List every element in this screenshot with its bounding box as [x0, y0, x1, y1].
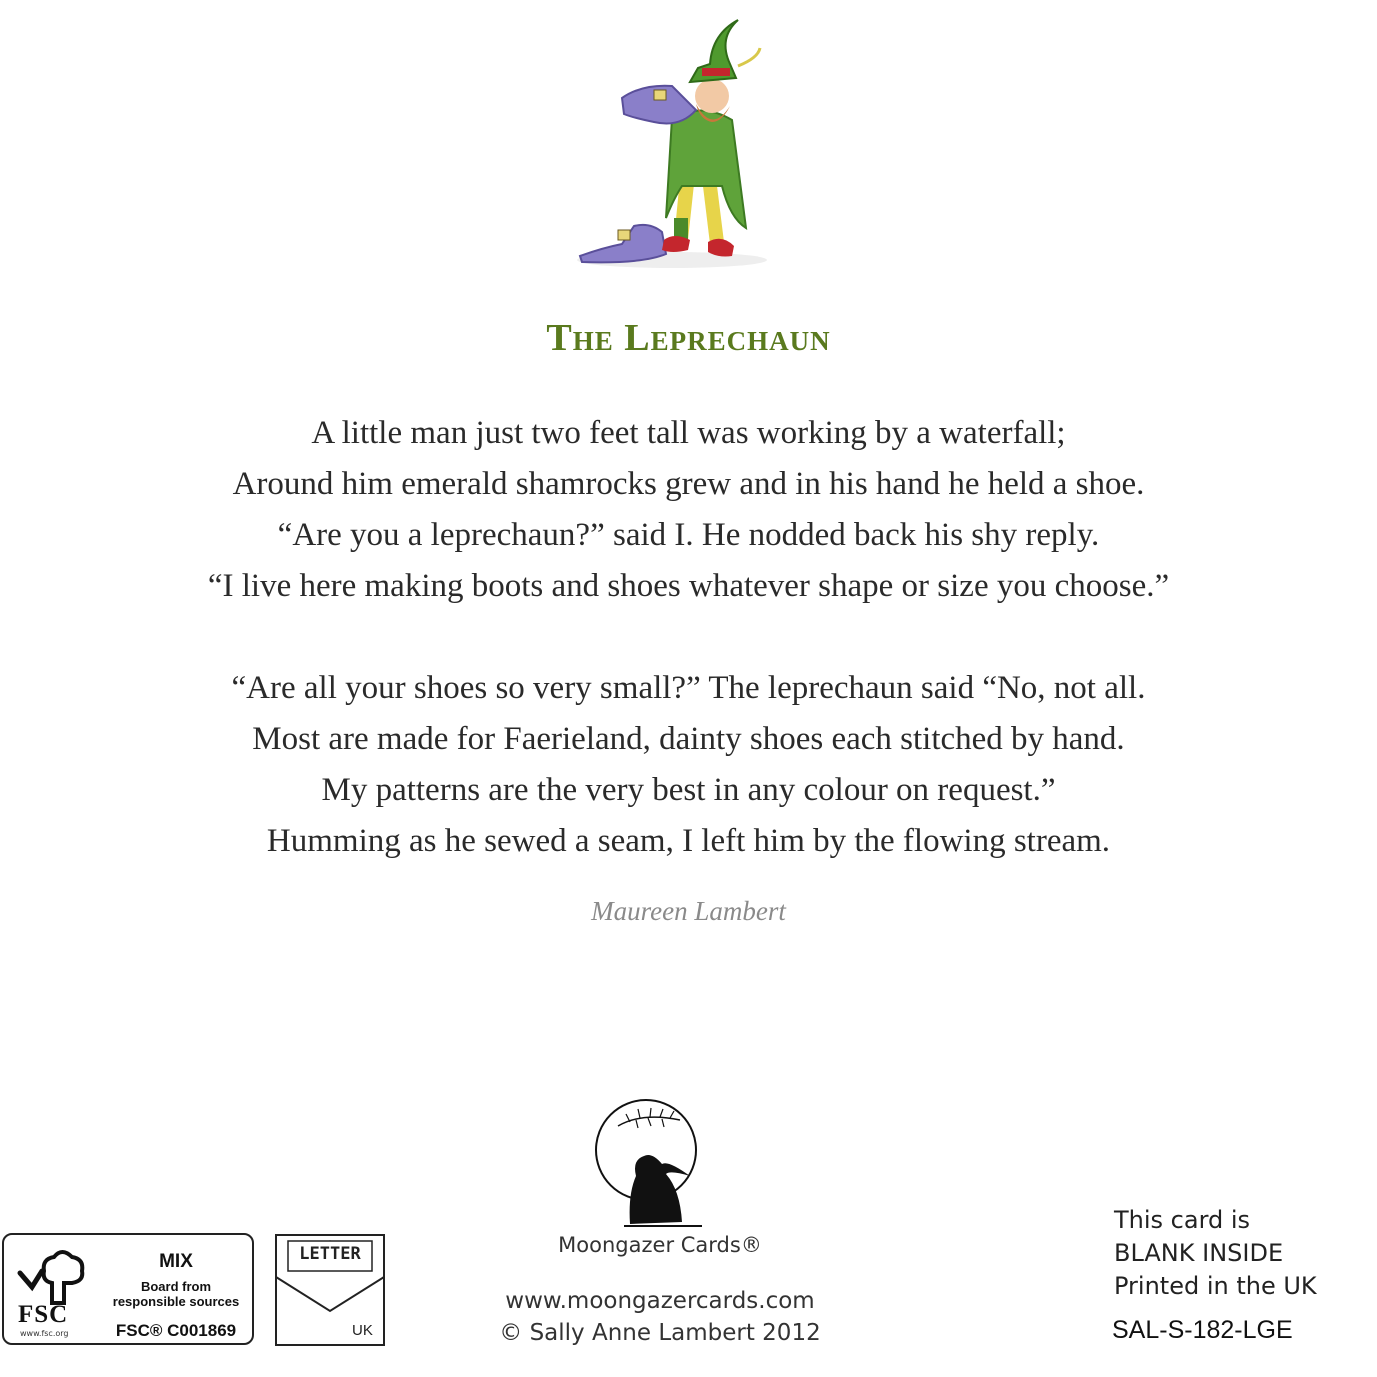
card-info — [1114, 1204, 1317, 1303]
website-link[interactable]: www.moongazercards.com — [505, 1288, 815, 1314]
poem-line: “I live here making boots and shoes whatever shape or size you choose.” — [207, 568, 1170, 604]
fsc-tree-icon — [12, 1243, 90, 1307]
fsc-board-line: responsible sources — [112, 1294, 240, 1309]
card-info-line: Printed in the UK — [1114, 1272, 1317, 1300]
poem-line: A little man just two feet tall was working by a waterfall; — [311, 415, 1066, 451]
brand-name: Moongazer Cards® — [558, 1233, 762, 1257]
poem-author: Maureen Lambert — [591, 896, 786, 926]
fsc-badge — [2, 1233, 254, 1345]
letter-label: LETTER — [299, 1244, 361, 1264]
poem-line: Most are made for Faerieland, dainty shoes each stitched by hand. — [252, 721, 1125, 757]
poem-line: Humming as he sewed a seam, I left him by the flowing stream. — [266, 823, 1111, 859]
poem-line: “Are you a leprechaun?” said I. He nodded back his shy reply. — [277, 517, 1100, 553]
poem-line: Around him emerald shamrocks grew and in his hand he held a shoe. — [232, 466, 1145, 502]
letter-region: UK — [352, 1322, 373, 1339]
fsc-mix-label: MIX — [159, 1251, 193, 1272]
poem-stanza-2 — [0, 663, 1377, 867]
fsc-board-line: Board from — [140, 1279, 212, 1294]
fsc-board-text — [102, 1279, 250, 1309]
poem-stanza-1 — [0, 408, 1377, 612]
poem-line: “Are all your shoes so very small?” The leprechaun said “No, not all. — [231, 670, 1146, 706]
fsc-letters: FSC — [18, 1301, 69, 1328]
fsc-code: FSC® C001869 — [115, 1321, 237, 1340]
copyright-text: © Sally Anne Lambert 2012 — [499, 1320, 821, 1346]
leprechaun-illustration — [562, 18, 782, 270]
fsc-website: www.fsc.org — [20, 1329, 69, 1338]
poem-title: The Leprechaun — [546, 317, 831, 359]
product-code: SAL-S-182-LGE — [1112, 1316, 1293, 1344]
card-info-line: This card is — [1114, 1206, 1251, 1234]
moongazer-hare-logo — [590, 1090, 720, 1230]
poem-line: My patterns are the very best in any colour on request.” — [321, 772, 1056, 808]
card-info-line: BLANK INSIDE — [1114, 1239, 1284, 1267]
